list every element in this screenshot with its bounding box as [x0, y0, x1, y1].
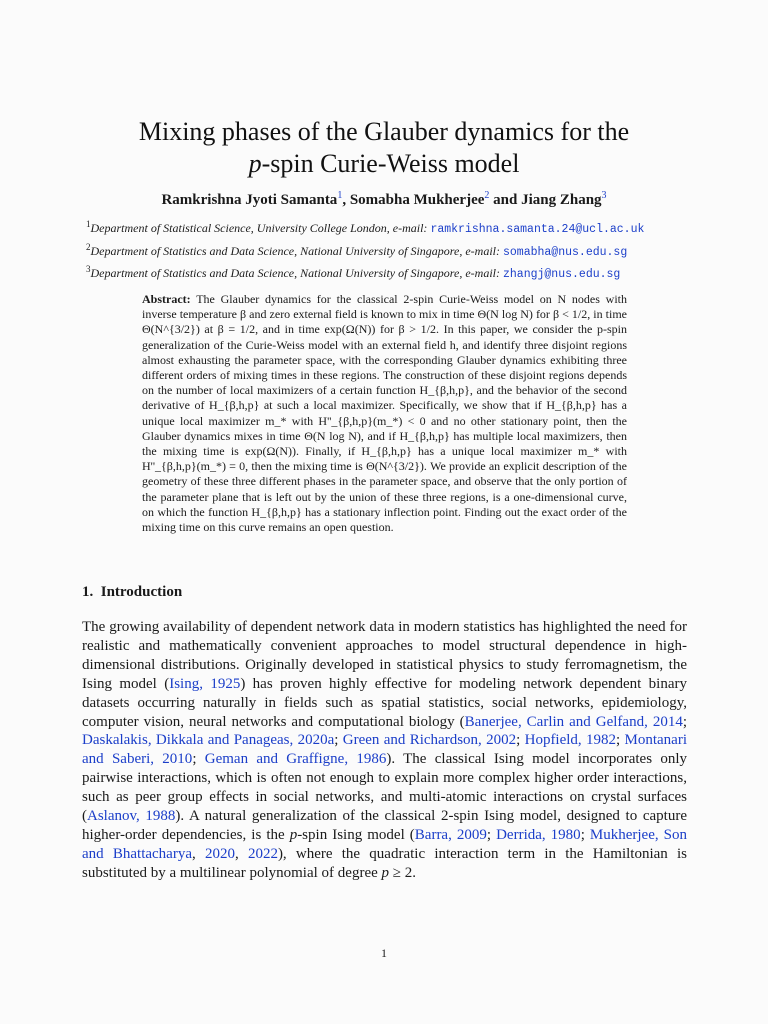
title-line-2: [40, 148, 728, 180]
title-line-2-rest: -spin Curie-Weiss model: [261, 149, 520, 178]
author-separator: ,: [342, 192, 350, 208]
paragraph-text: -spin Ising model (: [297, 826, 415, 843]
abstract-label: Abstract:: [142, 292, 191, 306]
affiliation-1: [86, 219, 726, 236]
paragraph-text: ), where the quadratic interaction term in the Hamiltonian is substituted by a multilinear polynomial of degree: [82, 845, 687, 881]
citation-link[interactable]: Hopfield, 1982: [524, 732, 617, 749]
author-name: Somabha Mukherjee: [349, 192, 485, 208]
citation-link[interactable]: Geman and Graffigne, 1986: [204, 751, 387, 768]
paper-title: [40, 116, 728, 180]
citation-link[interactable]: Montanari and Saberi, 2010: [82, 732, 687, 768]
section-heading: [82, 584, 182, 601]
citation-link[interactable]: 2020: [204, 845, 235, 862]
affiliation-2: [86, 242, 726, 259]
section-title: Introduction: [100, 584, 183, 600]
citation-link[interactable]: Ising, 1925: [169, 675, 241, 692]
citation-link[interactable]: Green and Richardson, 2002: [342, 732, 517, 749]
citation-link[interactable]: Mukherjee, Son and Bhattacharya: [82, 826, 687, 862]
email-link[interactable]: somabha@nus.edu.sg: [503, 246, 628, 259]
paragraph-text: The growing availability of dependent network data in modern statistics has highlighted the need for realistic and mathematically convenient approaches to model structural dependence in high-dimensional distributions. Originally developed in statistical physics to study ferromagnetism, the Ising model (: [82, 619, 687, 692]
math-variable: p: [289, 826, 298, 843]
title-line-1: Mixing phases of the Glauber dynamics for the: [138, 117, 630, 146]
paragraph-text: ;: [516, 732, 525, 749]
paragraph-text: ;: [616, 732, 625, 749]
affiliation-text: Department of Statistics and Data Science, National University of Singapore, e-mail:: [90, 266, 503, 280]
author-mark[interactable]: 3: [601, 190, 607, 201]
title-variable-p: p: [248, 149, 262, 178]
citation-link[interactable]: Derrida, 1980: [496, 826, 581, 843]
paragraph-text: ,: [234, 845, 248, 862]
paragraph-text: ,: [192, 845, 205, 862]
affiliation-mark: 2: [86, 242, 91, 252]
email-link[interactable]: zhangj@nus.edu.sg: [503, 268, 621, 281]
author-name: Ramkrishna Jyoti Samanta: [161, 192, 338, 208]
affiliation-text: Department of Statistical Science, University College London, e-mail:: [90, 221, 431, 235]
abstract: [142, 292, 627, 535]
author-list: [40, 190, 728, 209]
citation-link[interactable]: Barra, 2009: [414, 826, 487, 843]
citation-link[interactable]: 2022: [247, 845, 278, 862]
math-variable: p: [381, 864, 390, 881]
citation-link[interactable]: Aslanov, 1988: [87, 808, 176, 825]
affiliation-mark: 1: [86, 219, 91, 229]
email-link[interactable]: ramkrishna.samanta.24@ucl.ac.uk: [430, 223, 645, 236]
affiliation-mark: 3: [86, 264, 91, 274]
paragraph-text: ;: [192, 751, 205, 768]
author-mark[interactable]: 1: [337, 190, 343, 201]
citation-link[interactable]: Banerjee, Carlin and Gelfand, 2014: [464, 713, 683, 730]
affiliation-text: Department of Statistics and Data Science, National University of Singapore, e-mail:: [90, 244, 503, 258]
section-number: 1.: [82, 584, 94, 600]
paragraph-text: ;: [486, 826, 497, 843]
paragraph-text: ;: [334, 732, 343, 749]
author-separator: and: [489, 192, 522, 208]
abstract-text: The Glauber dynamics for the classical 2-spin Curie-Weiss model on N nodes with inverse temperature β and zero external field is known to mix in time Θ(N log N) for β < 1/2, in time Θ(N^{3/2}) at β = 1/2, and in time exp(Ω(N)) for β > 1/2. In this paper, we consider the p-spin generalization of the Curie-Weiss model with an external field h, and identify three disjoint regions almost exhausting the parameter space, with the corresponding Glauber dynamics exhibiting three different orders of mixing times in these regions. The construction of these disjoint regions depends on the number of local maximizers of a certain function H_{β,h,p}, and the behavior of the second derivative of H_{β,h,p} at such a local maximizer. Specifically, we show that if H_{β,h,p} has a unique local maximizer m_* with H''_{β,h,p}(m_*) < 0 and no other stationary point, then the Glauber dynamics mixes in time Θ(N log N), and if H_{β,h,p} has multiple local maximizers, then the mixing time is exp(Ω(N)). Finally, if H_{β,h,p} has a unique local maximizer m_* with H''_{β,h,p}(m_*) = 0, then the mixing time is Θ(N^{3/2}). We provide an explicit description of the geometry of these three different phases in the parameter space, and observe that the only portion of the parameter plane that is left out by the union of these three regions, is a one-dimensional curve, on which the function H_{β,h,p} has a stationary inflection point. Finding out the exact order of the mixing time on this curve remains an open question.: [142, 292, 627, 535]
paragraph-text: ). The classical Ising model incorporates only pairwise interactions, which is often not enough to explain more complex higher order interactions, such as peer group effects in social networks, and multi-atomic interactions on crystal surfaces (: [82, 751, 687, 825]
introduction-paragraph: [82, 618, 687, 883]
citation-link[interactable]: Daskalakis, Dikkala and Panageas, 2020a: [82, 732, 335, 749]
author-mark[interactable]: 2: [484, 190, 490, 201]
page-number: 1: [381, 946, 387, 960]
author-name: Jiang Zhang: [521, 192, 602, 208]
paragraph-text: ). A natural generalization of the classical 2-spin Ising model, designed to capture higher-order dependencies, is the: [82, 808, 687, 843]
paragraph-text: ;: [580, 826, 590, 843]
affiliation-3: [86, 264, 726, 281]
paragraph-text: ;: [682, 713, 687, 730]
paragraph-text: ) has proven highly effective for modeling network dependent binary datasets occurring naturally in fields such as spatial statistics, social networks, epidemiology, computer vision, neural networks and computational biology (: [82, 675, 687, 730]
paragraph-text: ≥ 2.: [389, 864, 417, 881]
